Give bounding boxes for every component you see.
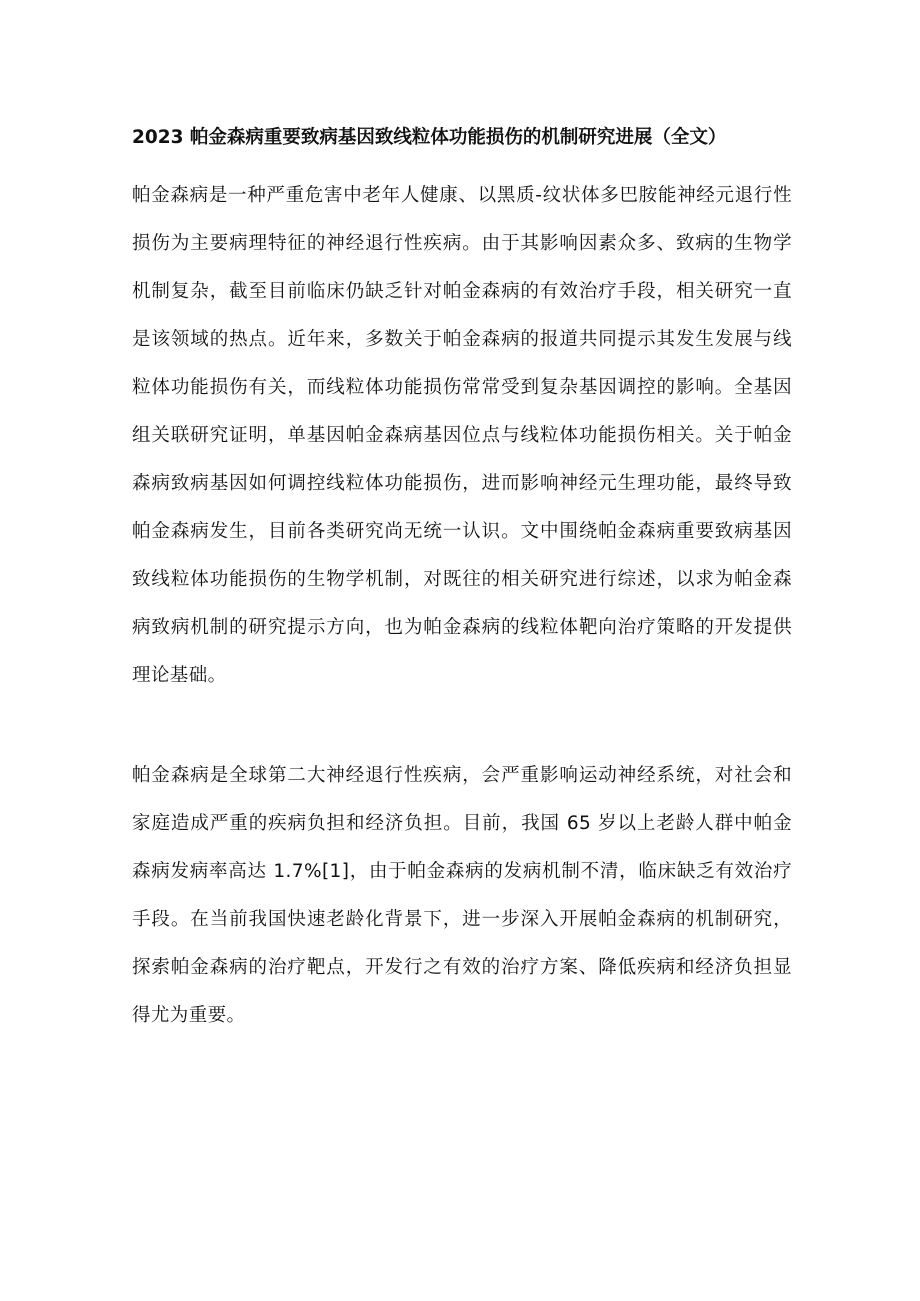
document-title: 2023 帕金森病重要致病基因致线粒体功能损伤的机制研究进展（全文） bbox=[132, 127, 727, 148]
document-body bbox=[132, 122, 792, 1040]
paragraph-abstract: 帕金森病是一种严重危害中老年人健康、以黑质-纹状体多巴胺能神经元退行性损伤为主要病理特征的神经退行性疾病。由于其影响因素众多、致病的生物学机制复杂，截至目前临床仍缺乏针对帕金森病的有效治疗手段，相关研究一直是该领域的热点。近年来，多数关于帕金森病的报道共同提示其发生发展与线粒体功能损伤有关，而线粒体功能损伤常常受到复杂基因调控的影响。全基因组关联研究证明，单基因帕金森病基因位点与线粒体功能损伤相关。关于帕金森病致病基因如何调控线粒体功能损伤，进而影响神经元生理功能，最终导致帕金森病发生，目前各类研究尚无统一认识。文中围绕帕金森病重要致病基因致线粒体功能损伤的生物学机制，对既往的相关研究进行综述，以求为帕金森病致病机制的研究提示方向，也为帕金森病的线粒体靶向治疗策略的开发提供理论基础。 bbox=[132, 185, 792, 686]
paragraph-introduction: 帕金森病是全球第二大神经退行性疾病，会严重影响运动神经系统，对社会和家庭造成严重的疾病负担和经济负担。目前，我国 65 岁以上老龄人群中帕金森病发病率高达 1.7%[1]，由于帕金森病的发病机制不清，临床缺乏有效治疗手段。在当前我国快速老龄化背景下，进一步深入开展帕金森病的机制研究，探索帕金森病的治疗靶点，开发行之有效的治疗方案、降低疾病和经济负担显得尤为重要。 bbox=[132, 765, 792, 1026]
